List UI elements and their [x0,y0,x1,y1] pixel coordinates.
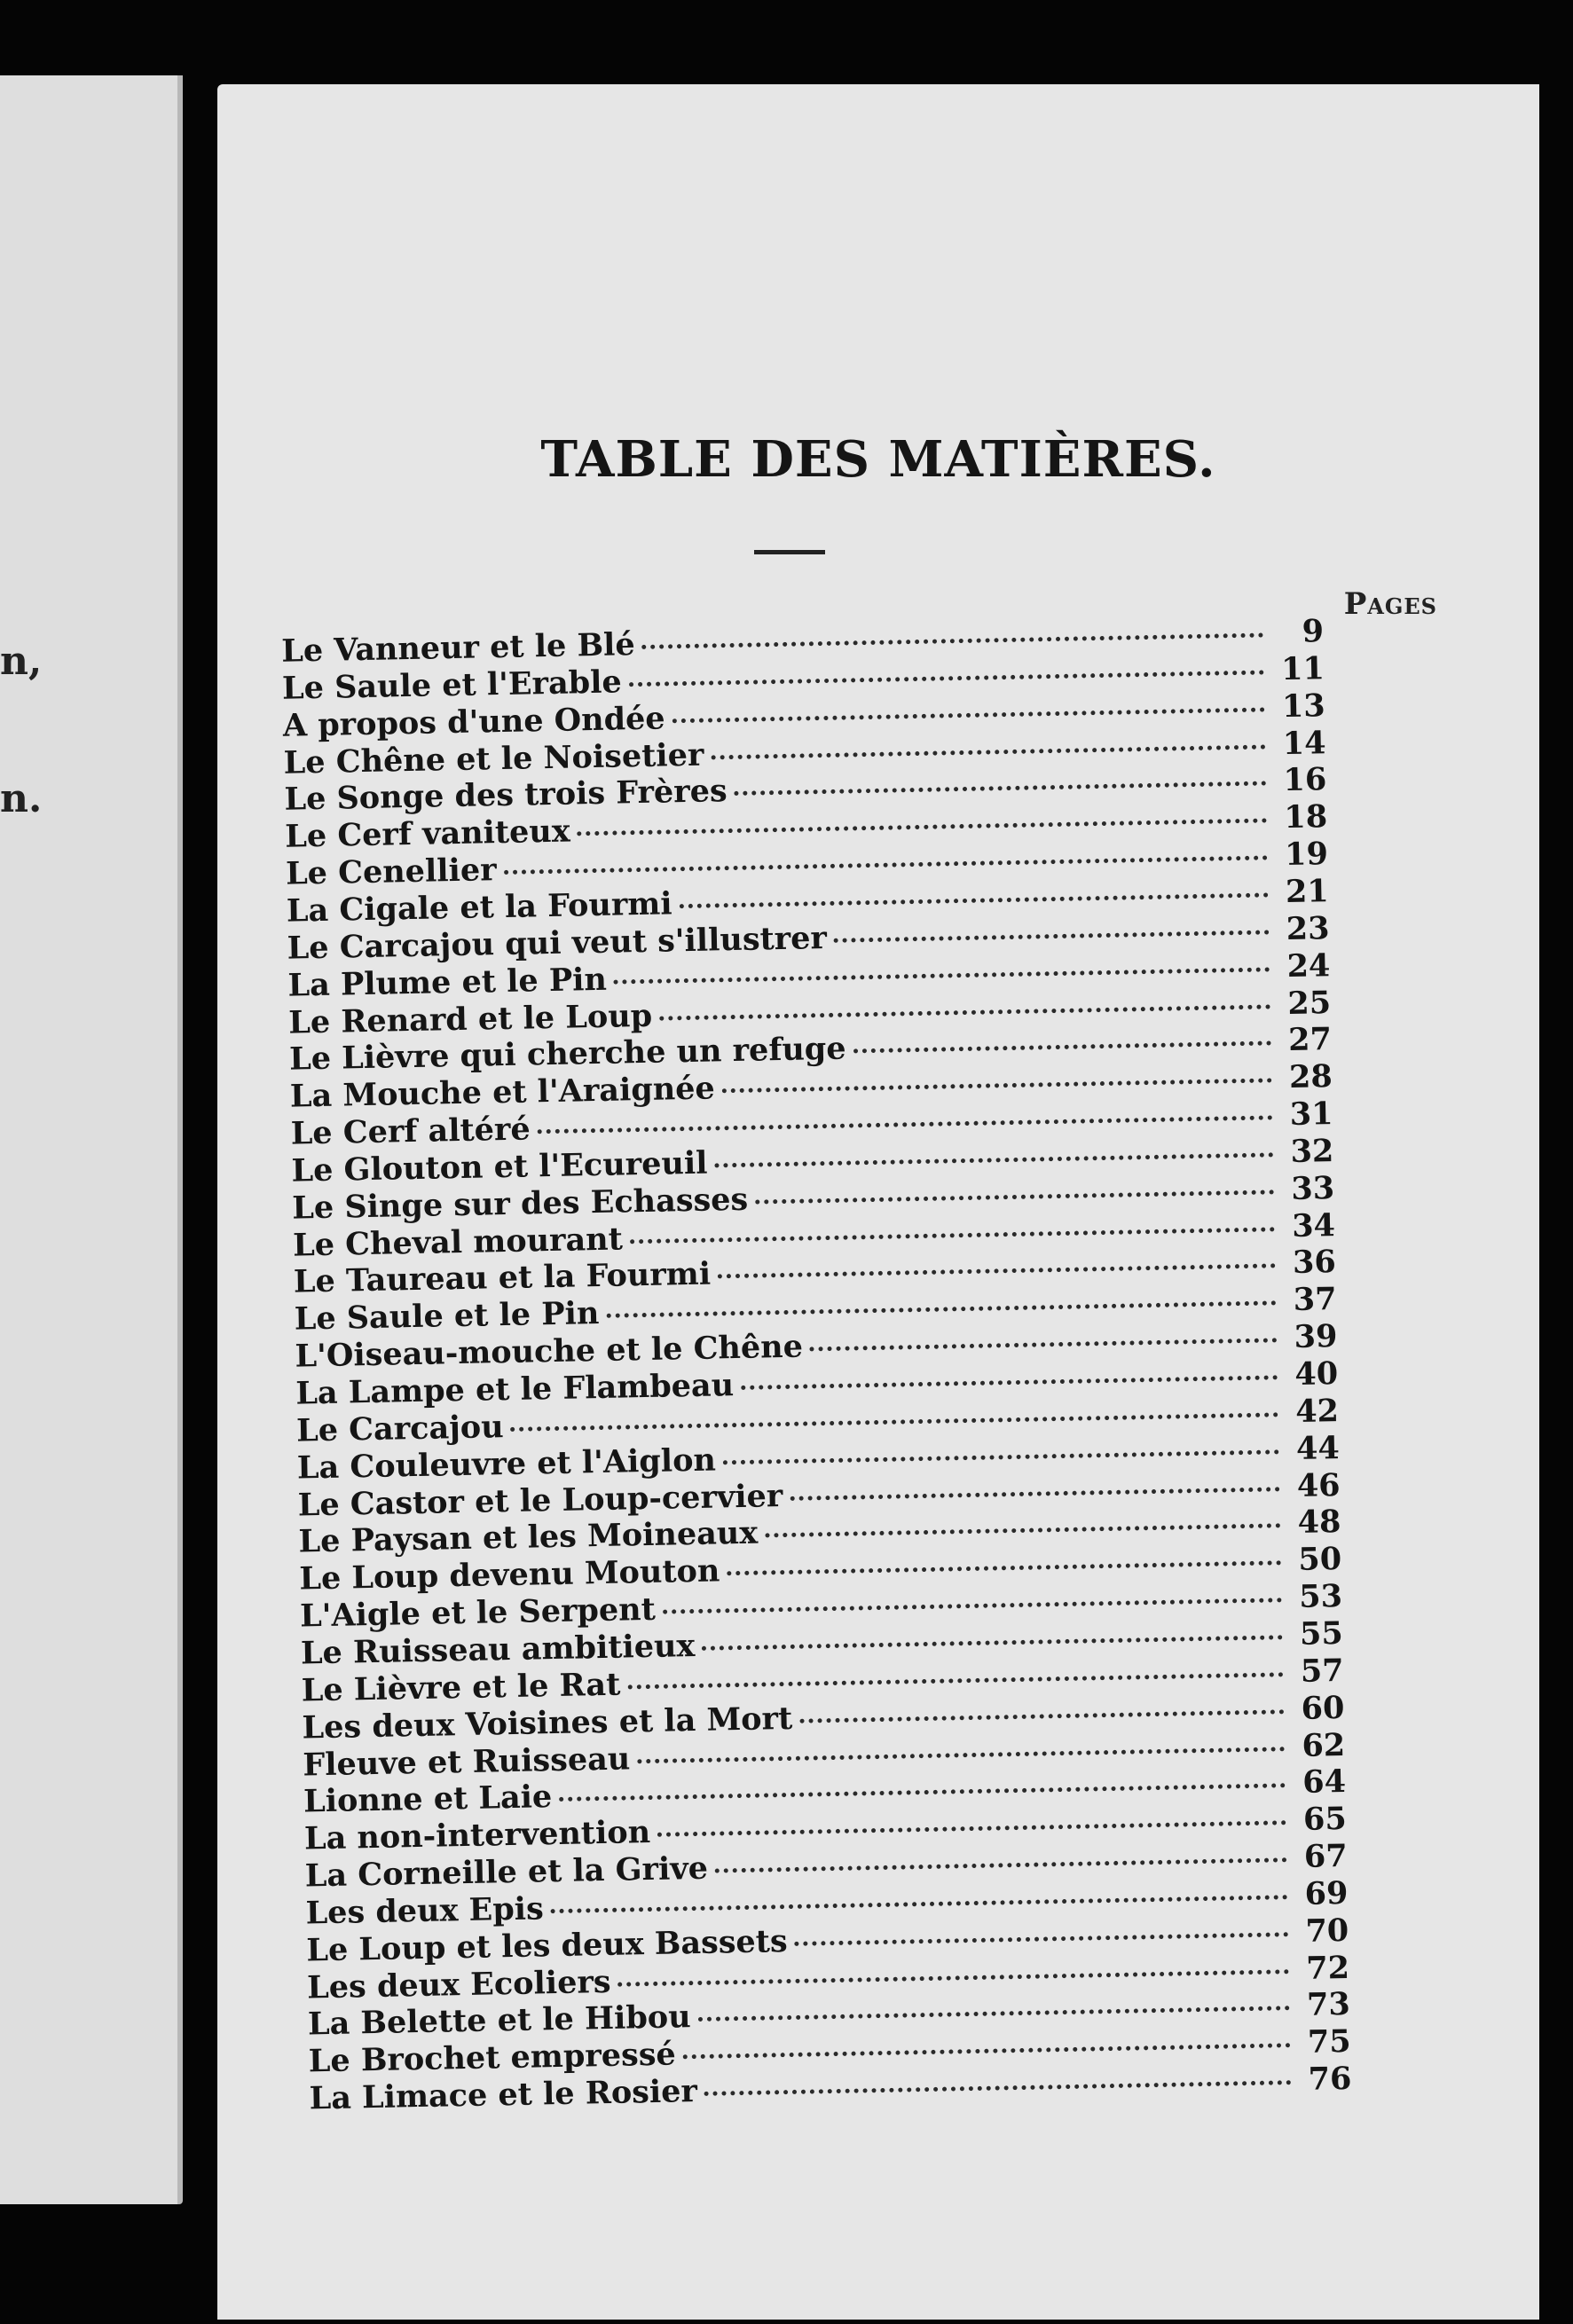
toc-entry-title: Le Saule et l'Erable [281,663,623,707]
toc-entry-title: La Plume et le Pin [287,961,608,1004]
toc-entry-page: 18 [1283,798,1328,836]
toc-dot-leader [834,926,1270,942]
toc-entry-title: Le Songe des trois Frères [284,773,728,819]
toc-entry-page: 28 [1288,1058,1333,1096]
toc-dot-leader [617,1966,1289,1987]
toc-entry-title: Le Singe sur des Echasses [291,1181,749,1227]
toc-dot-leader [663,1594,1282,1613]
toc-dot-leader [723,1446,1279,1464]
toc-entry-title: L'Oiseau-mouche et le Chêne [295,1328,804,1375]
toc-entry-page: 64 [1302,1763,1347,1802]
toc-dot-leader [538,1111,1273,1134]
toc-entry-page: 72 [1305,1949,1350,1987]
toc-dot-leader [722,1075,1272,1094]
toc-entry-title: La Mouche et l'Araignée [289,1070,716,1115]
toc-entry-title: La Limace et le Rosier [309,2073,698,2117]
toc-entry-page: 44 [1295,1429,1341,1467]
toc-entry-page: 55 [1299,1614,1344,1653]
toc-entry-title: Le Paysan et les Moineaux [298,1515,759,1560]
toc-entry-title: La Couleuvre et l'Aiglon [296,1441,717,1487]
toc-entry-title: Le Taureau et la Fourmi [293,1256,712,1301]
toc-dot-leader [630,1223,1275,1244]
toc-entry-page: 21 [1285,873,1330,910]
right-page [217,84,1539,2320]
toc-dot-leader [629,666,1264,687]
toc-entry-title: Le Loup et les deux Bassets [306,1922,788,1969]
toc-entry-title: Le Cheval mourant [292,1221,624,1264]
toc-entry-title: La Lampe et le Flambeau [295,1367,735,1412]
toc-entry-page: 70 [1305,1912,1349,1950]
pages-column-header: Pages [1343,586,1437,622]
toc-entry-title: Fleuve et Ruisseau [302,1739,631,1783]
toc-entry-title: La non-intervention [303,1814,651,1857]
toc-dot-leader [551,1891,1288,1913]
toc-entry-title: Le Cerf vaniteux [284,813,571,855]
toc-dot-leader [810,1334,1278,1351]
toc-dot-leader [606,1298,1276,1318]
toc-entry-title: Lionne et Laie [303,1778,553,1820]
left-page-fragment: n. [0,776,43,821]
toc-dot-leader [614,963,1270,984]
toc-entry-title: Le Carcajou [295,1408,504,1449]
toc-dot-leader [735,778,1267,797]
toc-dot-leader [853,1038,1272,1054]
toc-entry-title: Le Castor et le Loup-cervier [297,1477,783,1524]
toc-entry-page: 23 [1286,909,1330,947]
toc-entry-title: Les deux Voisines et la Mort [302,1700,793,1747]
toc-entry-page: 50 [1298,1541,1342,1579]
toc-dot-leader [642,629,1264,648]
toc-entry-page: 42 [1294,1392,1340,1430]
toc-entry-page: 36 [1292,1244,1337,1282]
toc-dot-leader [680,889,1269,908]
toc-dot-leader [657,1817,1286,1837]
toc-entry-page: 31 [1289,1095,1333,1134]
toc-entry-page: 53 [1298,1578,1343,1615]
toc-entry-page: 13 [1281,687,1326,725]
page-title: TABLE DES MATIÈRES. [540,430,1216,489]
toc-dot-leader [627,1668,1283,1689]
toc-entry-title: Les deux Epis [305,1890,545,1932]
toc-entry-title: La Cigale et la Fourmi [286,885,673,930]
toc-dot-leader [511,1409,1279,1432]
toc-dot-leader [790,1483,1279,1501]
toc-entry-page: 48 [1297,1504,1341,1542]
toc-entry-page: 46 [1296,1466,1341,1504]
left-page [0,75,183,2204]
toc-entry-page: 39 [1294,1318,1338,1356]
toc-entry-title: Le Lièvre et le Rat [301,1666,621,1709]
toc-entry-title: Le Glouton et l'Ecureuil [291,1144,708,1189]
toc-entry-title: Le Loup devenu Mouton [298,1552,720,1598]
toc-entry-title: Le Cerf altéré [290,1111,531,1152]
left-page-fragment: n, [0,639,43,684]
toc-dot-leader [704,2077,1292,2096]
toc-dot-leader [672,703,1265,723]
toc-entry-title: Le Vanneur et le Blé [280,626,636,670]
toc-dot-leader [698,2003,1290,2022]
toc-entry-title: Le Lièvre qui cherche un refuge [288,1030,846,1078]
toc-entry-page: 37 [1293,1281,1337,1319]
toc-entry-page: 69 [1304,1874,1349,1912]
toc-dot-leader [714,1149,1273,1167]
toc-dot-leader [799,1706,1284,1723]
toc-dot-leader [718,1260,1276,1279]
toc-entry-title: A propos d'une Ondée [282,700,666,744]
toc-entry-page: 67 [1303,1837,1348,1875]
toc-entry-page: 25 [1286,984,1332,1022]
toc-entry-page: 24 [1286,946,1331,985]
toc-entry-page: 32 [1290,1132,1334,1170]
toc-dot-leader [659,1001,1270,1020]
toc-dot-leader [741,1371,1278,1390]
toc-dot-leader [711,741,1265,759]
toc-dot-leader [715,1854,1287,1873]
toc-entry-page: 62 [1302,1726,1346,1764]
toc-entry-page: 14 [1282,724,1326,762]
toc-entry-page: 60 [1301,1689,1345,1727]
toc-entry-page: 40 [1294,1355,1339,1393]
toc-entry-title: Les deux Ecoliers [306,1963,611,2006]
toc-entry-title: Le Brochet empressé [308,2036,677,2080]
toc-entry-page: 76 [1308,2061,1352,2098]
toc-entry-page: 19 [1284,836,1329,874]
toc-entry-title: La Belette et le Hibou [307,1998,692,2043]
toc-entry-page: 65 [1302,1801,1348,1839]
toc-entry-page: 73 [1306,1986,1351,2024]
toc-entry-page: 34 [1291,1206,1336,1244]
toc-entry-page: 27 [1287,1021,1333,1059]
toc-entry-title: L'Aigle et le Serpent [299,1590,657,1635]
toc-entry-page: 57 [1300,1652,1344,1690]
toc-entry-title: Le Chêne et le Noisetier [283,736,704,781]
toc-dot-leader [765,1520,1280,1538]
table-of-contents [217,59,1573,2319]
toc-entry-page: 9 [1302,613,1325,650]
toc-entry-page: 33 [1291,1169,1335,1207]
toc-entry-page: 75 [1307,2023,1351,2061]
toc-entry-page: 16 [1283,761,1327,799]
toc-entry-page: 11 [1280,650,1325,687]
toc-dot-leader [683,2039,1291,2059]
toc-entry-title: Le Carcajou qui veut s'illustrer [287,919,828,967]
toc-dot-leader [727,1558,1281,1576]
toc-entry-title: Le Saule et le Pin [294,1295,600,1338]
toc-dot-leader [755,1186,1274,1204]
toc-dot-leader [503,852,1268,875]
toc-dot-leader [578,815,1268,836]
toc-entry-title: Le Cenellier [285,852,497,892]
toc-dot-leader [559,1780,1286,1802]
toc-entry-title: Le Ruisseau ambitieux [300,1627,696,1672]
toc-dot-leader [702,1631,1283,1651]
toc-entry-title: Le Renard et le Loup [287,997,653,1041]
toc-dot-leader [794,1928,1288,1946]
toc-entry-title: La Corneille et la Grive [304,1849,709,1895]
toc-dot-leader [637,1743,1285,1763]
